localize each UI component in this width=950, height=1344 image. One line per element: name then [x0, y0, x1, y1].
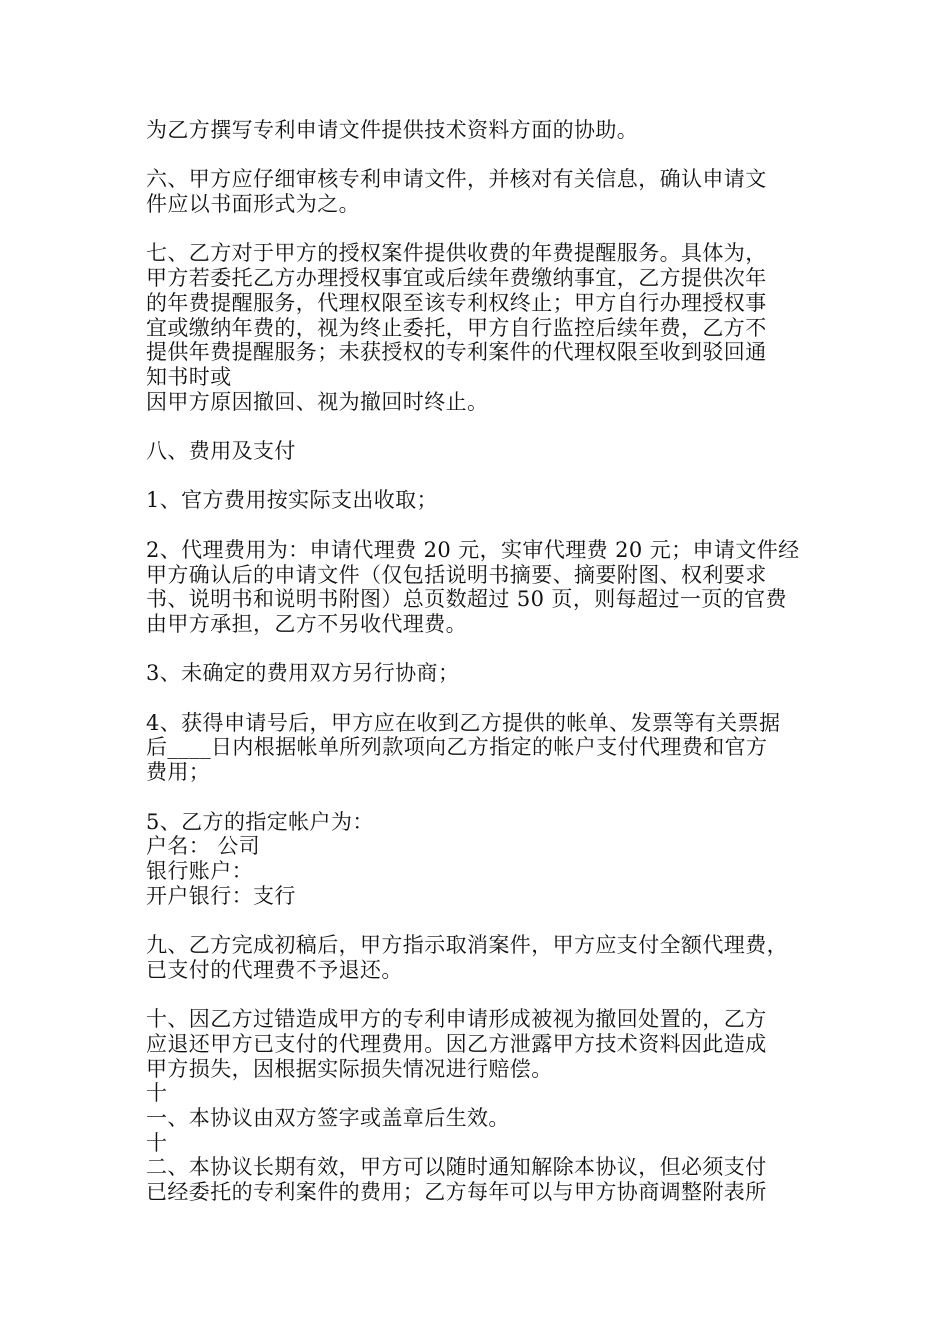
text-line: 开户银行：支行 — [146, 883, 296, 908]
text-line: 4、获得申请号后，甲方应在收到乙方提供的帐单、发票等有关票据 — [146, 710, 781, 735]
text-line: 书、说明书和说明书附图）总页数超过 50 页，则每超过一页的官费 — [146, 587, 787, 612]
text-line: 九、乙方完成初稿后，甲方指示取消案件，甲方应支付全额代理费， — [146, 933, 788, 958]
text-line: 已经委托的专利案件的费用；乙方每年可以与甲方协商调整附表所 — [146, 1180, 767, 1205]
text-line: 甲方若委托乙方办理授权事宜或后续年费缴纳事宜，乙方提供次年 — [146, 266, 767, 291]
paragraph — [146, 167, 818, 216]
text-line: 十 — [146, 1130, 168, 1155]
paragraph — [146, 439, 818, 464]
text-line: 甲方损失，因根据实际损失情况进行赔偿。 — [146, 1056, 553, 1081]
paragraph — [146, 933, 818, 982]
text-line: 户名： 公司 — [146, 834, 261, 859]
text-line: 2、代理费用为：申请代理费 20 元，实审代理费 20 元；申请文件经 — [146, 537, 800, 562]
paragraph — [146, 810, 818, 909]
text-line: 后____日内根据帐单所列款项向乙方指定的帐户支付代理费和官方 — [146, 735, 768, 760]
text-line: 银行账户： — [146, 858, 253, 883]
paragraph — [146, 488, 818, 513]
text-line: 十 — [146, 1081, 168, 1106]
text-line: 知书时或 — [146, 365, 232, 389]
paragraph — [146, 241, 818, 414]
document-body — [146, 118, 818, 1205]
text-line: 的年费提醒服务，代理权限至该专利权终止；甲方自行办理授权事 — [146, 290, 767, 315]
paragraph — [146, 1007, 818, 1205]
text-line: 八、费用及支付 — [146, 439, 296, 464]
text-line: 1、官方费用按实际支出收取； — [146, 488, 438, 513]
text-line: 件应以书面形式为之。 — [146, 192, 360, 217]
paragraph — [146, 711, 818, 785]
text-line: 因甲方原因撤回、视为撤回时终止。 — [146, 389, 489, 414]
text-line: 十、因乙方过错造成甲方的专利申请形成被视为撤回处置的，乙方 — [146, 1007, 767, 1032]
text-line: 六、甲方应仔细审核专利申请文件，并核对有关信息，确认申请文 — [146, 167, 767, 192]
text-line: 一、本协议由双方签字或盖章后生效。 — [146, 1105, 510, 1130]
text-line: 由甲方承担，乙方不另收代理费。 — [146, 611, 467, 636]
paragraph — [146, 661, 818, 686]
text-line: 提供年费提醒服务；未获授权的专利案件的代理权限至收到驳回通 — [146, 340, 767, 365]
text-line: 费用； — [146, 760, 211, 785]
text-line: 3、未确定的费用双方另行协商； — [146, 661, 460, 686]
paragraph — [146, 538, 818, 637]
text-line: 5、乙方的指定帐户为： — [146, 809, 374, 834]
text-line: 七、乙方对于甲方的授权案件提供收费的年费提醒服务。具体为， — [146, 241, 767, 266]
text-line: 为乙方撰写专利申请文件提供技术资料方面的协助。 — [146, 118, 639, 142]
text-line: 宜或缴纳年费的，视为终止委托，甲方自行监控后续年费，乙方不 — [146, 315, 767, 340]
text-line: 甲方确认后的申请文件（仅包括说明书摘要、摘要附图、权利要求 — [146, 562, 767, 587]
text-line: 应退还甲方已支付的代理费用。因乙方泄露甲方技术资料因此造成 — [146, 1031, 767, 1056]
text-line: 已支付的代理费不予退还。 — [146, 957, 403, 982]
paragraph — [146, 118, 818, 143]
text-line: 二、本协议长期有效，甲方可以随时通知解除本协议，但必须支付 — [146, 1155, 767, 1180]
